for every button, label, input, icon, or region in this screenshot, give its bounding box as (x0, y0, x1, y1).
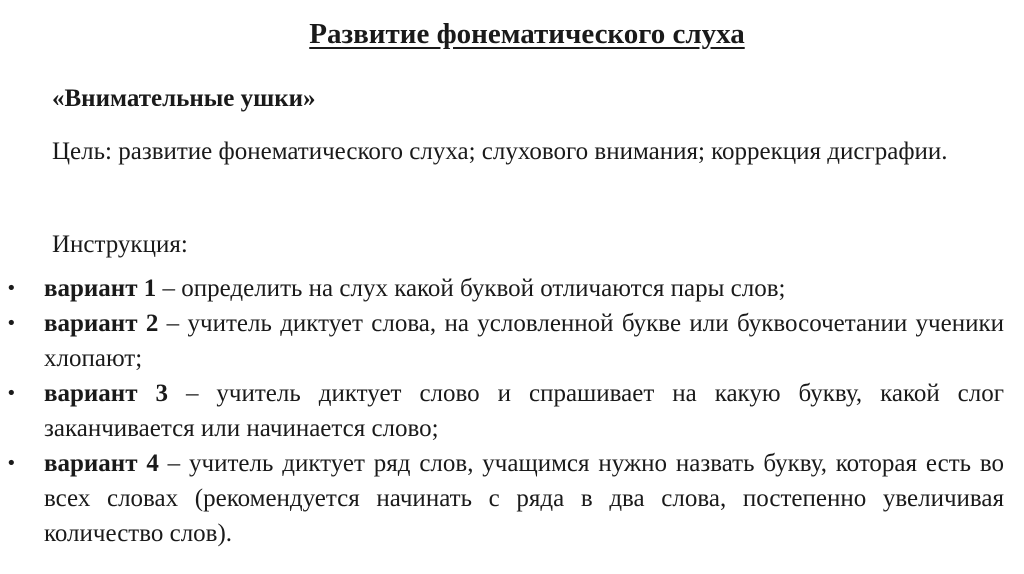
list-item-variant-3 (0, 376, 1004, 446)
variant-text: – учитель диктует слова, на условленной букве или буквосочетании ученики хлопают; (44, 310, 1005, 372)
variant-label: вариант 1 (44, 275, 157, 302)
list-item-variant-1 (0, 271, 1004, 306)
instruction-label: Инструкция: (52, 231, 188, 258)
game-subtitle: «Внимательные ушки» (52, 85, 316, 112)
list-item-variant-2 (0, 306, 1004, 376)
bullet-icon: • (6, 278, 17, 299)
bullet-icon: • (6, 313, 17, 334)
bullet-icon: • (6, 383, 17, 404)
list-item-variant-4 (0, 446, 1004, 551)
page-title: Развитие фонематического слуха (309, 18, 745, 50)
goal-paragraph: Цель: развитие фонематического слуха; слухового внимания; коррекция дисграфии. (52, 138, 948, 165)
variant-label: вариант 2 (44, 310, 159, 337)
variant-text: – учитель диктует слово и спрашивает на какую букву, какой слог заканчивается или начинается слово; (44, 380, 1005, 442)
variant-label: вариант 4 (44, 450, 159, 477)
variant-list (0, 271, 1024, 551)
variant-text: – учитель диктует ряд слов, учащимся нужно назвать букву, которая есть во всех словах (рекомендуется начинать с ряда в два слова, постепенно увеличивая количество слов). (44, 450, 1004, 547)
variant-label: вариант 3 (44, 380, 168, 407)
variant-text: – определить на слух какой буквой отличаются пары слов; (156, 275, 786, 302)
bullet-icon: • (6, 453, 17, 474)
